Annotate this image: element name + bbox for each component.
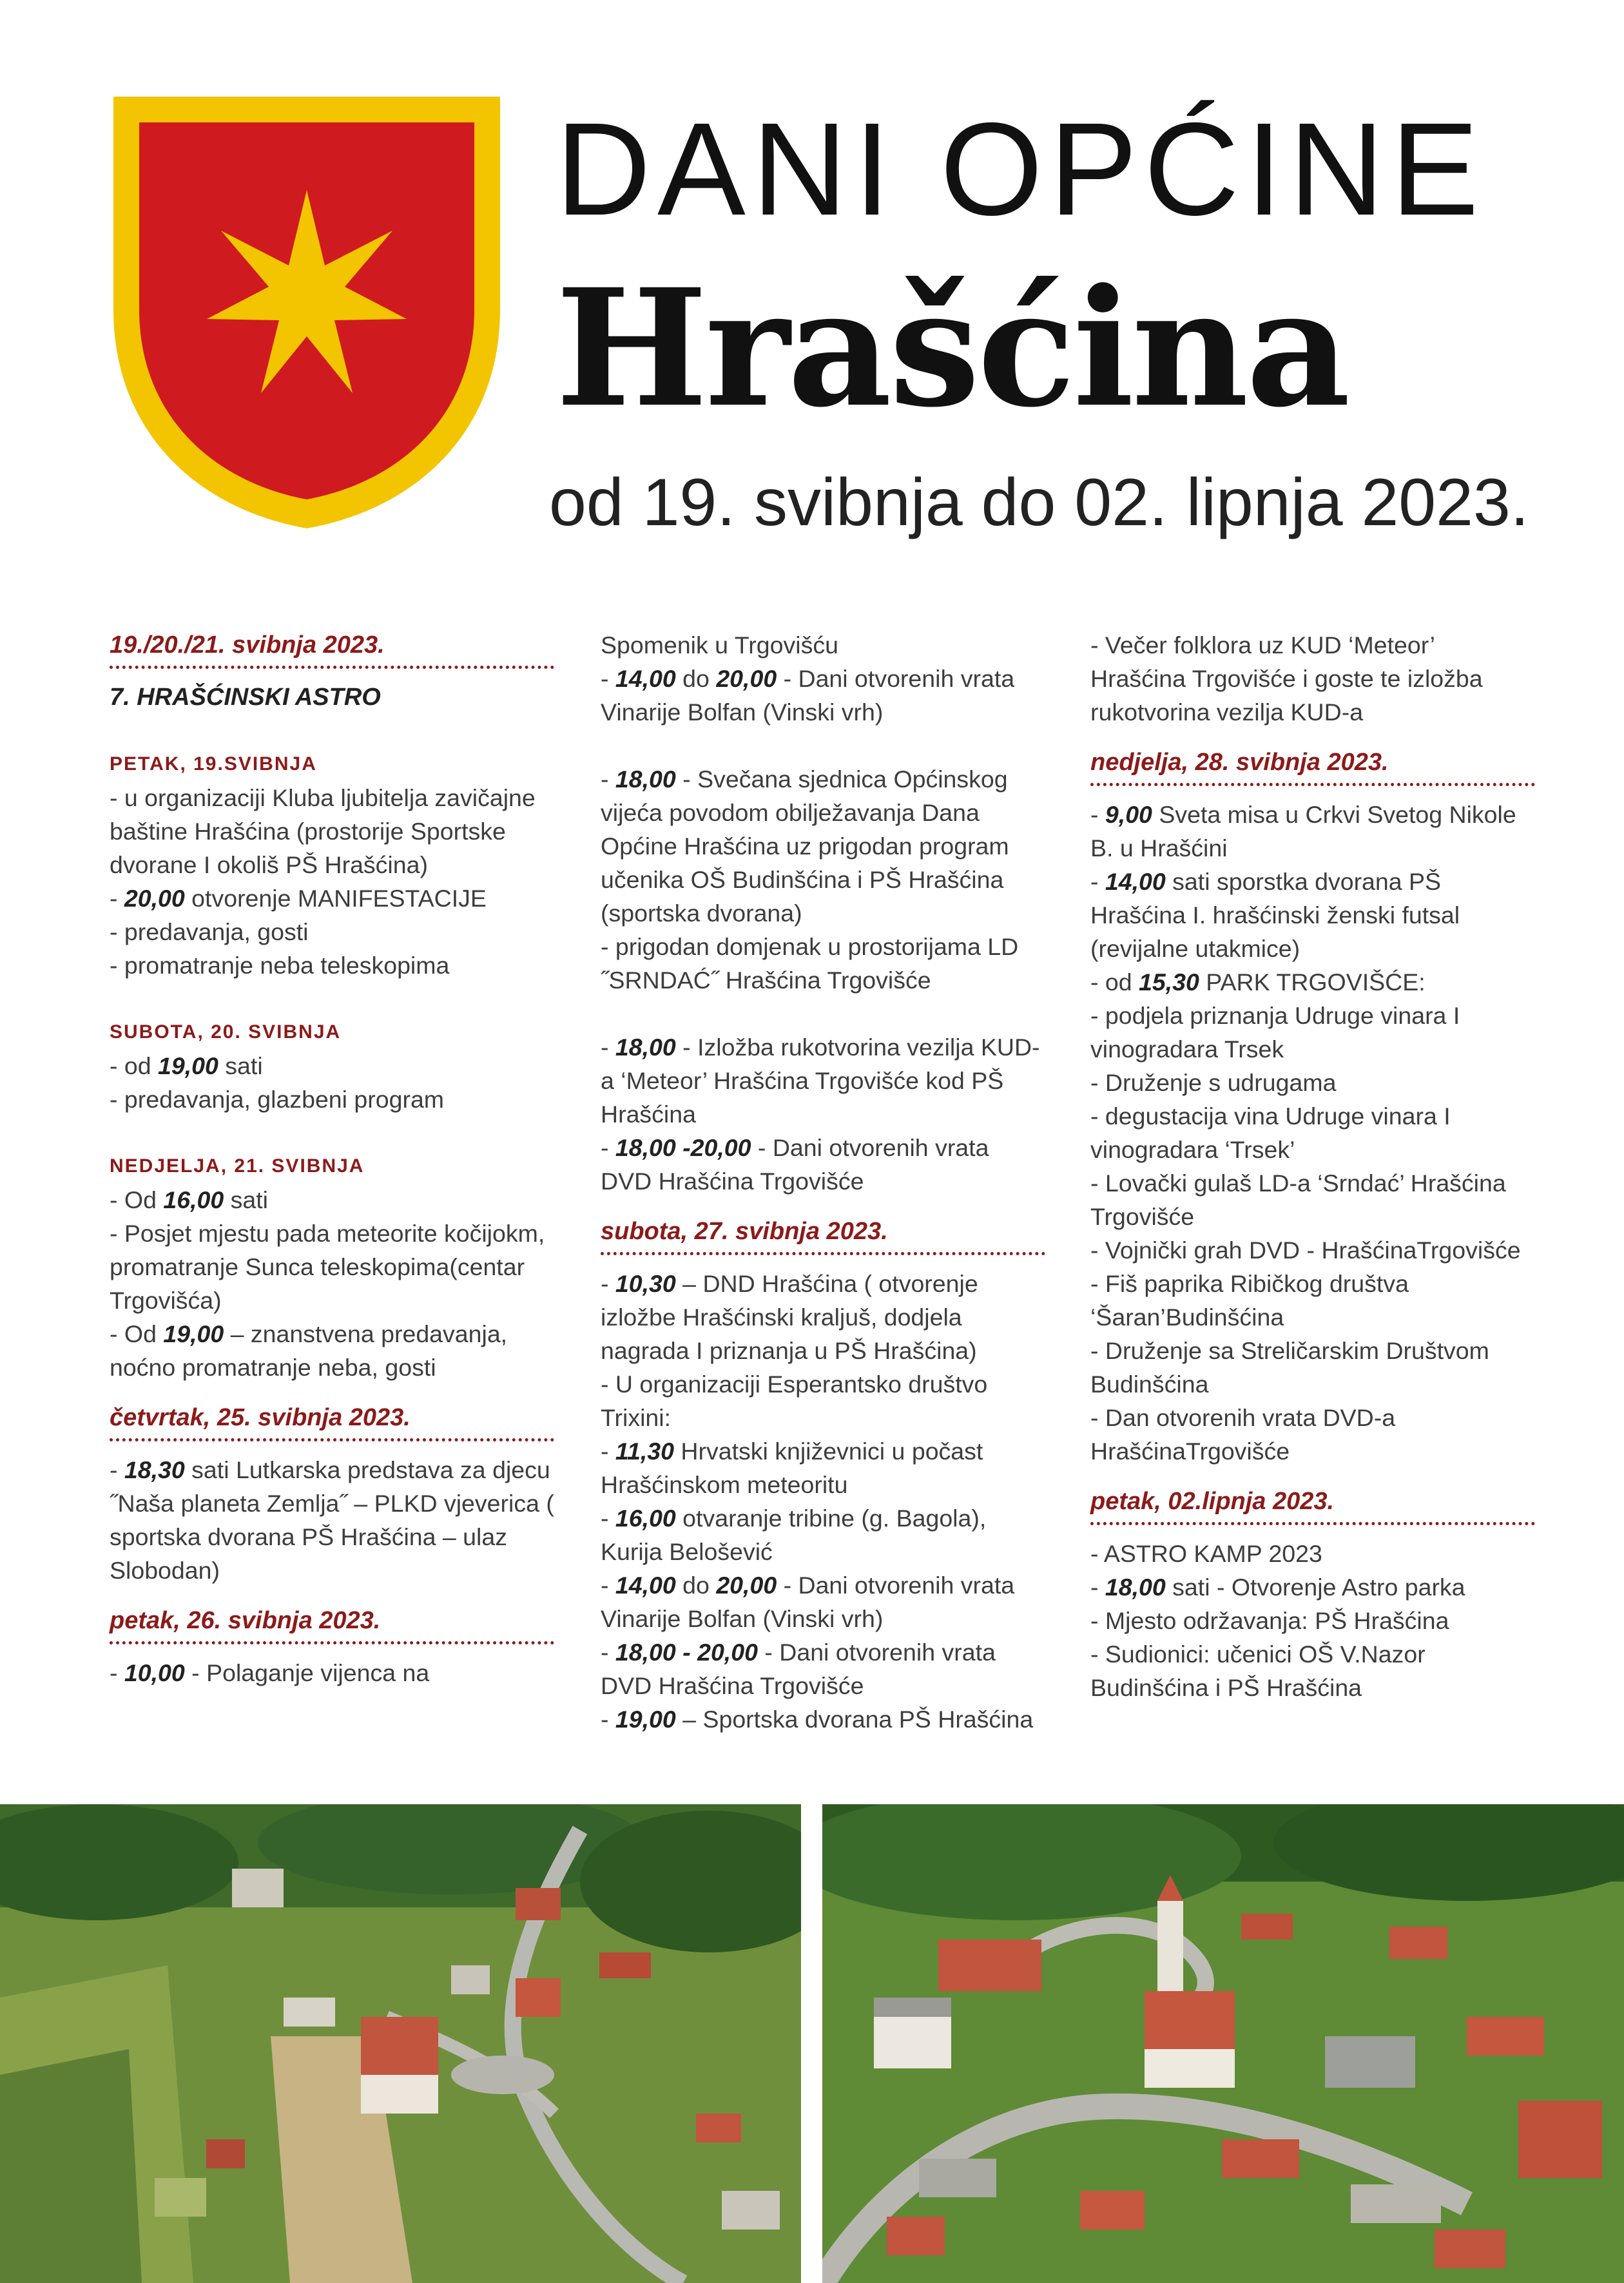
- program-item: Spomenik u Trgovišću: [601, 631, 838, 659]
- program-item: - predavanja, gosti: [110, 918, 309, 945]
- date-heading: četvrtak, 25. svibnja 2023.: [110, 1404, 411, 1431]
- program-item: - U organizaciji Esperantsko društvo Trixini:: [601, 1371, 988, 1431]
- program-item: - podjela priznanja Udruge vinara I vinogradara Trsek: [1090, 1002, 1460, 1063]
- program-item: - od 15,30 PARK TRGOVIŠĆE:: [1090, 968, 1426, 996]
- dotted-divider: [1090, 783, 1535, 786]
- program-item: - 18,00 - 20,00 - Dani otvorenih vrata DVD Hrašćina Trgovišće: [601, 1639, 996, 1699]
- program-item: - 14,00 sati sporstka dvorana PŠ Hrašćina I. hrašćinski ženski futsal (revijalne utakmice): [1090, 868, 1460, 962]
- program-item: - Lovački gulaš LD-a ‘Srndać’ Hrašćina Trgovišće: [1090, 1170, 1506, 1230]
- dotted-divider: [1090, 1522, 1535, 1525]
- program-item: - ASTRO KAMP 2023: [1090, 1540, 1322, 1567]
- program-item: - 18,00 - Svečana sjednica Općinskog vijeća povodom obilježavanja Dana Općine Hrašćina uz prigodan program učenika OŠ Budinšćina i PŠ Hrašćina (sportska dvorana): [601, 766, 1009, 927]
- program-item: - Druženje s udrugama: [1090, 1069, 1337, 1096]
- date-heading: 19./20./21. svibnja 2023.: [110, 631, 385, 659]
- program-item: - 14,00 do 20,00 - Dani otvorenih vrata Vinarije Bolfan (Vinski vrh): [601, 665, 1015, 726]
- date-heading: petak, 02.lipnja 2023.: [1090, 1488, 1335, 1515]
- date-range-subtitle: od 19. svibnja do 02. lipnja 2023.: [549, 465, 1529, 540]
- day-heading: SUBOTA, 20. SVIBNJA: [110, 1021, 342, 1043]
- program-item: - od 19,00 sati: [110, 1052, 263, 1079]
- program-item: - promatranje neba teleskopima: [110, 952, 450, 979]
- program-item: - Dan otvorenih vrata DVD-a HrašćinaTrgovišće: [1090, 1404, 1396, 1465]
- program-item: - Posjet mjestu pada meteorite kočijokm, promatranje Sunca teleskopima(centar Trgovišća): [110, 1220, 545, 1314]
- program-item: - 9,00 Sveta misa u Crkvi Svetog Nikole B. u Hrašćini: [1090, 801, 1516, 862]
- program-item: - 10,30 – DND Hrašćina ( otvorenje izložbe Hrašćinski kraljuš, dodjela nagrada I priznanja u PŠ Hrašćina): [601, 1270, 978, 1364]
- program-item: - 16,00 otvaranje tribine (g. Bagola), Kurija Belošević: [601, 1505, 987, 1565]
- date-heading: subota, 27. svibnja 2023.: [601, 1218, 888, 1245]
- program-item: - 18,30 sati Lutkarska predstava za djecu ˝Naša planeta Zemlja˝ – PLKD vjeverica ( sportska dvorana PŠ Hrašćina – ulaz Slobodan): [110, 1456, 554, 1584]
- day-heading: PETAK, 19.SVIBNJA: [110, 753, 317, 775]
- program-item: - Vojnički grah DVD - HrašćinaTrgovišće: [1090, 1237, 1521, 1264]
- day-heading: NEDJELJA, 21. SVIBNJA: [110, 1155, 365, 1177]
- program-item: - u organizaciji Kluba ljubitelja zavičajne baštine Hrašćina (prostorije Sportske dvorane I okoliš PŠ Hrašćina): [110, 784, 536, 878]
- dotted-divider: [110, 1641, 554, 1644]
- program-item: - 10,00 - Polaganje vijenca na: [110, 1659, 430, 1686]
- program-column-2: [601, 628, 1045, 1736]
- program-item: - prigodan domjenak u prostorijama LD ˝SRNDAĆ˝ Hrašćina Trgovišće: [601, 933, 1019, 994]
- page-title-municipality: Hrašćina: [556, 253, 1348, 443]
- program-item: - Večer folklora uz KUD ‘Meteor’ Hrašćina Trgovišće i goste te izložba rukotvorina vezilja KUD-a: [1090, 631, 1483, 726]
- date-heading: nedjelja, 28. svibnja 2023.: [1090, 749, 1389, 776]
- program-item: - predavanja, glazbeni program: [110, 1086, 445, 1113]
- program-column-3: [1090, 628, 1535, 1704]
- program-item: - 19,00 – Sportska dvorana PŠ Hrašćina: [601, 1706, 1034, 1733]
- coat-of-arms-shield-icon: [113, 97, 500, 528]
- aerial-village-photo-left: [0, 1804, 801, 2283]
- page-title-line1: DANI OPĆINE: [556, 95, 1485, 243]
- program-item: - 18,00 - Izložba rukotvorina vezilja KUD-a ‘Meteor’ Hrašćina Trgovišće kod PŠ Hrašćina: [601, 1034, 1040, 1128]
- program-item: - 11,30 Hrvatski književnici u počast Hrašćinskom meteoritu: [601, 1438, 983, 1498]
- dotted-divider: [110, 666, 554, 669]
- program-item: - 20,00 otvorenje MANIFESTACIJE: [110, 885, 487, 912]
- event-title: 7. HRAŠĆINSKI ASTRO: [110, 684, 381, 711]
- dotted-divider: [601, 1252, 1045, 1255]
- program-item: - Sudionici: učenici OŠ V.Nazor Budinšćina i PŠ Hrašćina: [1090, 1641, 1426, 1701]
- program-item: - Od 16,00 sati: [110, 1186, 268, 1213]
- program-item: - Mjesto održavanja: PŠ Hrašćina: [1090, 1607, 1449, 1634]
- program-column-1: [110, 628, 554, 1690]
- dotted-divider: [110, 1438, 554, 1441]
- program-item: - 14,00 do 20,00 - Dani otvorenih vrata Vinarije Bolfan (Vinski vrh): [601, 1572, 1015, 1632]
- program-item: - 18,00 sati - Otvorenje Astro parka: [1090, 1574, 1465, 1601]
- aerial-church-photo-right: [822, 1804, 1624, 2283]
- program-item: - Fiš paprika Ribičkog društva ‘Šaran’Budinšćina: [1090, 1270, 1409, 1331]
- program-item: - Druženje sa Streličarskim Društvom Budinšćina: [1090, 1337, 1489, 1398]
- program-item: - degustacija vina Udruge vinara I vinogradara ‘Trsek’: [1090, 1103, 1451, 1163]
- date-heading: petak, 26. svibnja 2023.: [110, 1607, 381, 1634]
- program-item: - 18,00 -20,00 - Dani otvorenih vrata DVD Hrašćina Trgovišće: [601, 1134, 989, 1195]
- program-item: - Od 19,00 – znanstvena predavanja, noćno promatranje neba, gosti: [110, 1320, 508, 1381]
